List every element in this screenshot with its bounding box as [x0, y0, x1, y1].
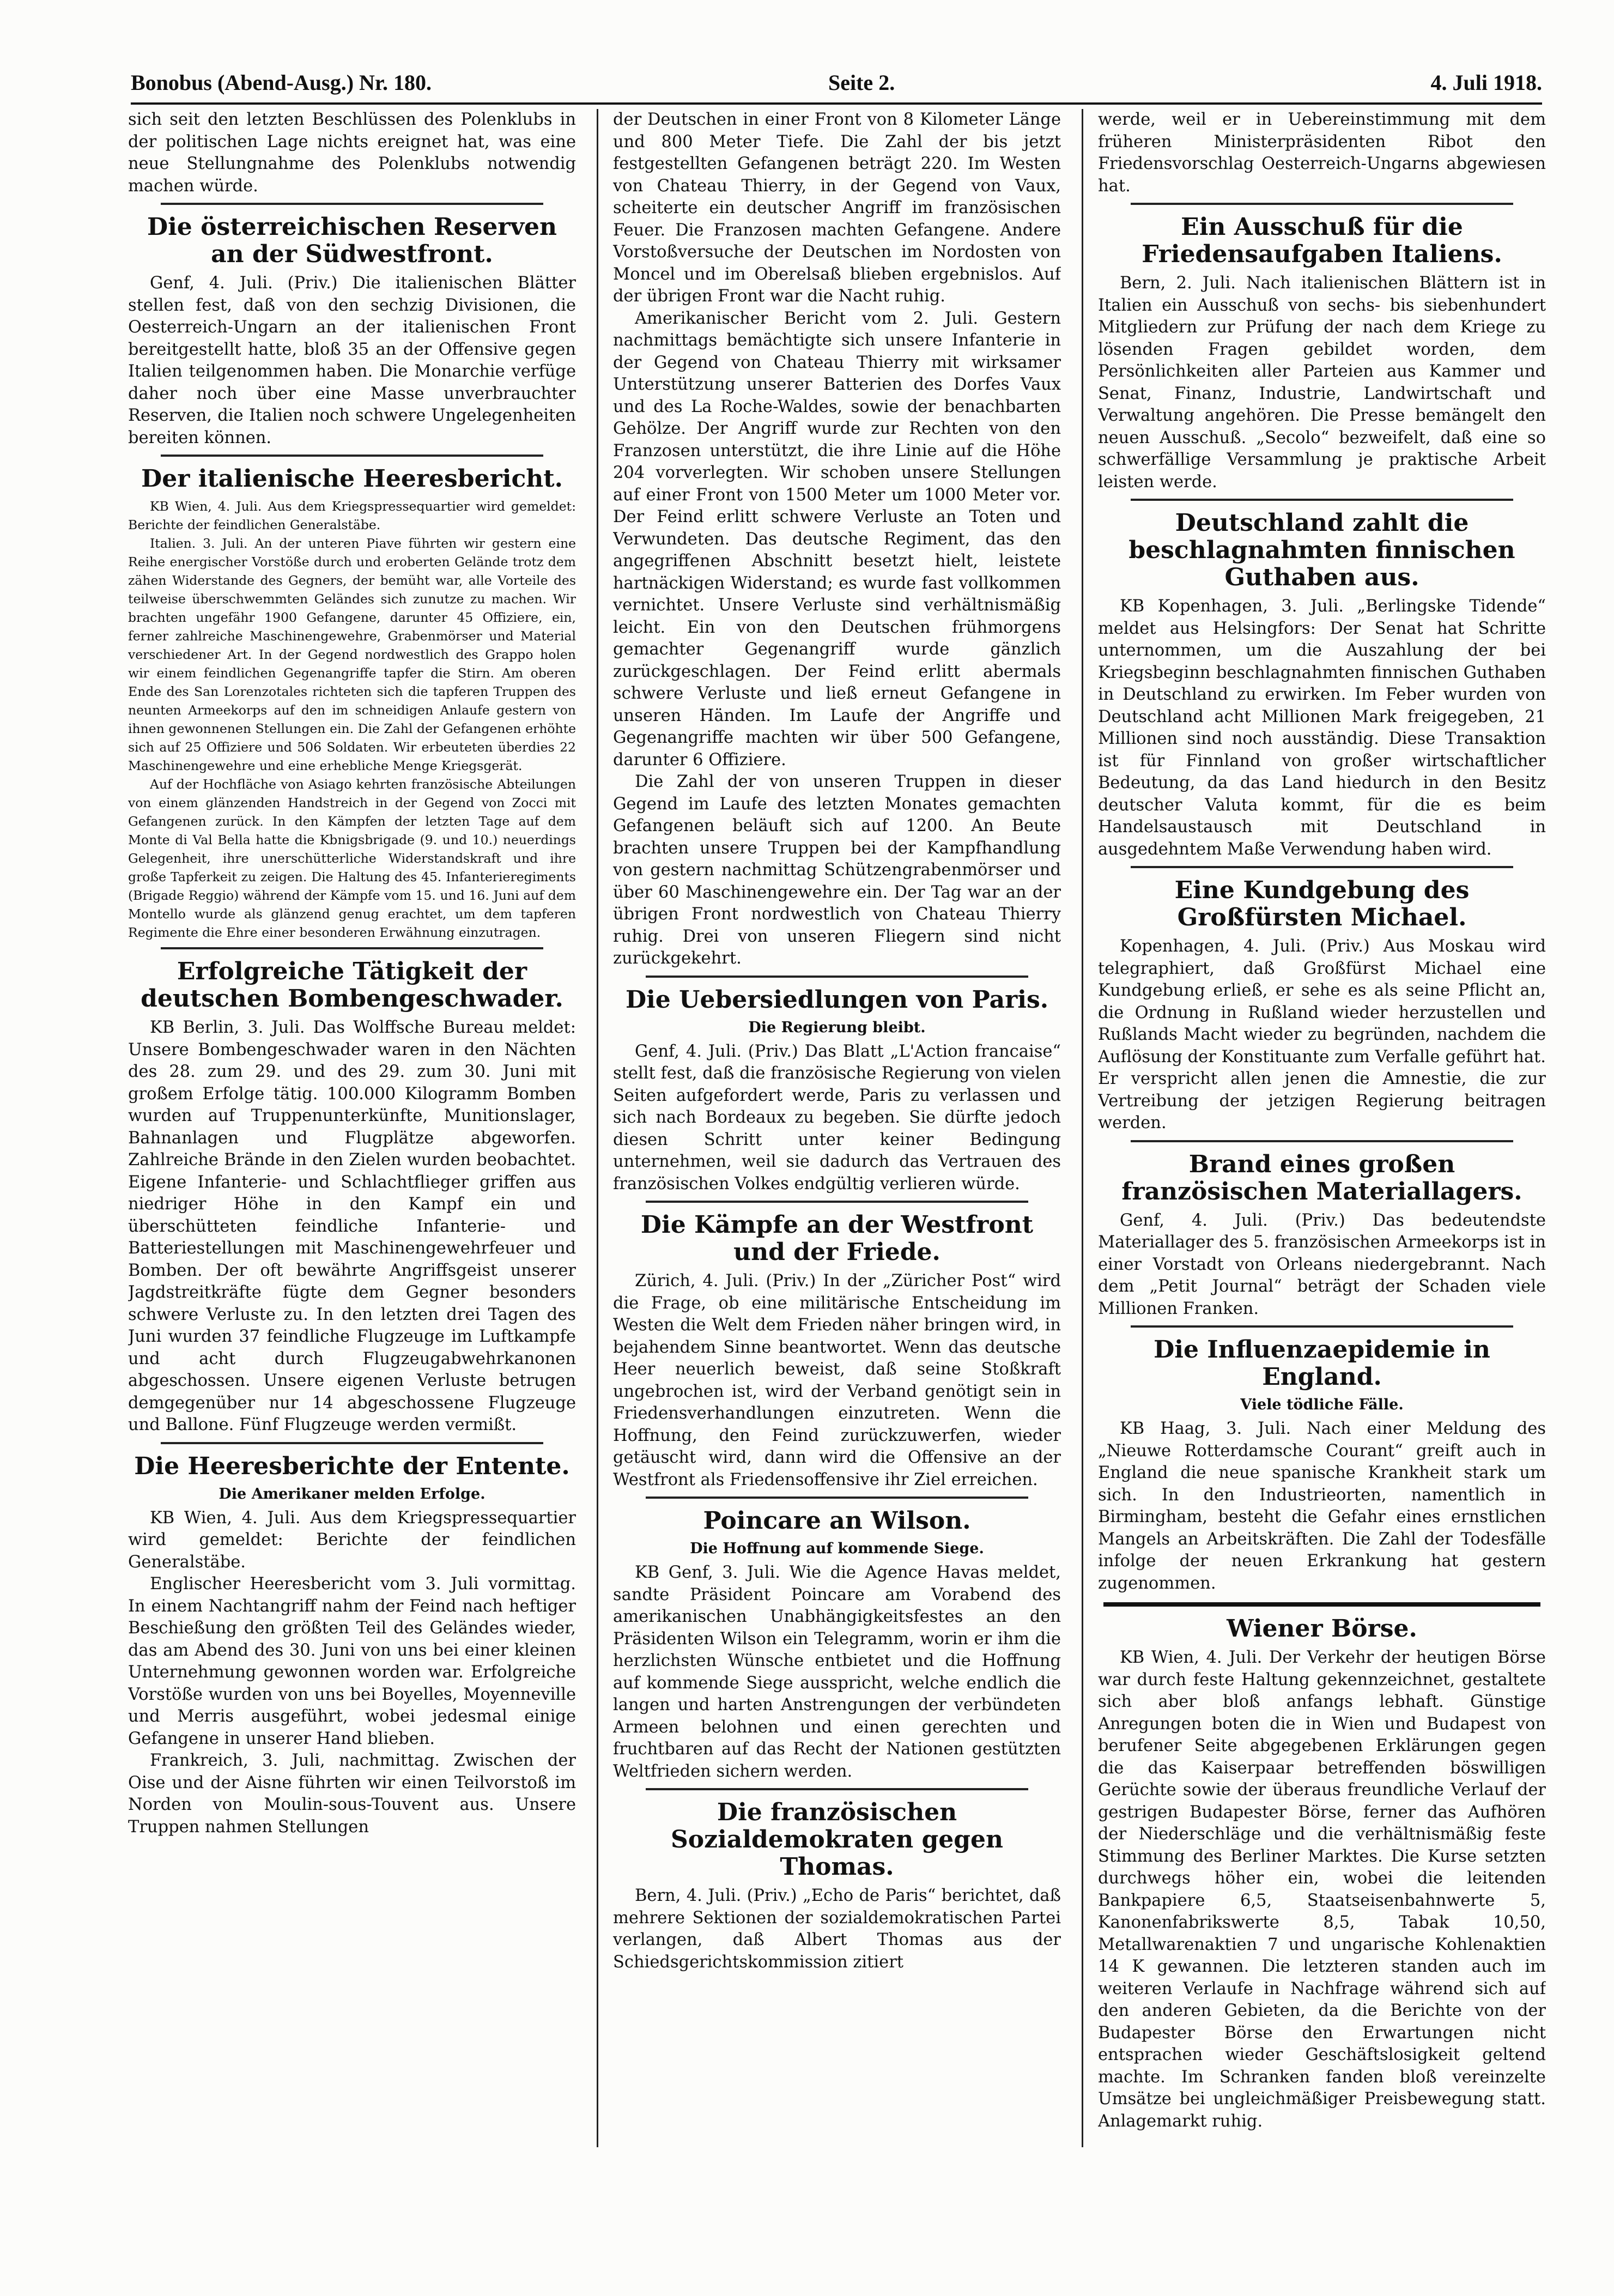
- column-divider: [1082, 109, 1083, 2147]
- article-divider: [1131, 499, 1513, 501]
- page-number: Seite 2.: [828, 70, 895, 95]
- article-body: KB Wien, 4. Juli. Der Verkehr der heutigen Börse war durch feste Haltung gekennzeichnet, gestaltete sich aber bloß anfangs lebhaft. Günstige Anregungen boten die in Wien und Budapest von berufener Seite abgegebenen Erklärungen gegen die das Kaiserpaar betreffenden böswilligen Gerüchte sowie der überaus freundliche Verlauf der gestrigen Budapester Börse, ferner das Aufhören der Niederschläge und die verhältnismäßig feste Stimmung des Berliner Marktes. Die Kurse setzten durchwegs höher ein, wobei die leitenden Bankpapiere 6,5, Staatseisenbahnwerte 5, Kanonenfabrikswerte 8,5, Tabak 10,50, Metallwarenaktien 7 und ungarische Kohlenaktien 14 K gewannen. Die letzteren standen auch im weiteren Verlaufe in Nachfrage während sich auf den anderen Gebieten, da die Berichte von der Budapester Börse den Erwartungen nicht entsprachen wieder Geschäftslosigkeit geltend machte. Im Schranken fanden bloß vereinzelte Umsätze bei ungleichmäßiger Preisbewegung statt. Anlagemarkt ruhig.: [1098, 1648, 1546, 2131]
- article-divider: [1131, 1325, 1513, 1328]
- subheadline: Die Amerikaner melden Erfolge.: [219, 1485, 486, 1503]
- article-intro: KB Wien, 4. Juli. Aus dem Kriegspressequartier wird gemeldet: Berichte der feindlichen Generalstäbe.: [128, 1508, 576, 1572]
- article-intro: KB Wien, 4. Juli. Aus dem Kriegspressequartier wird gemeldet: Berichte der feindlichen Generalstäbe.: [128, 499, 576, 532]
- article-body: Kopenhagen, 4. Juli. (Priv.) Aus Moskau wird telegraphiert, daß Großfürst Michael eine Kundgebung erließ, er sehe es als seine Pflicht an, die Ordnung in Rußland wieder herzustellen und Rußlands Macht wieder zu begründen, nachdem die Auflösung der Konstituante zum Verfalle geführt hat. Er verspricht allen jenen die Amnestie, die zur Vertreibung der jetzigen Regierung beitragen werden.: [1098, 937, 1546, 1132]
- article-divider: [161, 203, 543, 205]
- article-divider: [646, 976, 1028, 978]
- headline-western-front-peace: Die Kämpfe an der Westfront und der Friede.: [640, 1211, 1034, 1266]
- article-divider: [646, 1201, 1028, 1203]
- article-body: KB Genf, 3. Juli. Wie die Agence Havas meldet, sandte Präsident Poincare am Vorabend des amerikanischen Unabhängigkeitsfestes an den Präsidenten Wilson ein Telegramm, worin er ihm die herzlichsten Wünsche entbietet und die Hoffnung auf kommende Siege ausspricht, welche endlich die langen und harten Anstrengungen der verbündeten Armeen belohnen und einen gerechten und fruchtbaren auf das Recht der Nationen gestützten Weltfrieden sichern werden.: [613, 1563, 1061, 1781]
- headline-grand-duke-michael: Eine Kundgebung des Großfürsten Michael.: [1174, 876, 1470, 931]
- article-divider: [1131, 203, 1513, 205]
- article-body: Auf der Hochfläche von Asiago kehrten französische Abteilungen von einem glänzenden Handstreich in der Gegend von Zocci mit Gefangenen zurück. In den Kämpfen der letzten Tage auf dem Monte di Val Bella hatte die Kbnigsbrigade (9. und 10.) neuerdings Gelegenheit, ihre unerschütterliche Widerstandskraft und ihre große Tapferkeit zu zeigen. Die Haltung des 45. Infanterieregiments (Brigade Reggio) während der Kämpfe vom 15. und 16. Juni auf dem Montello wurde als glänzend genug erachtet, um dem tapferen Regimente die Ehre einer besonderen Erwähnung einzutragen.: [128, 777, 576, 940]
- article-body: KB Haag, 3. Juli. Nach einer Meldung des „Nieuwe Rotterdamsche Courant“ greift auch in England die neue spanische Krankheit stark um sich. In den Industrieorten, namentlich in Birmingham, besteht die Gefahr eines ernstlichen Mangels an Arbeitskräften. Die Zahl der Todesfälle infolge der neuen Erkrankung hat gestern zugenommen.: [1098, 1419, 1546, 1593]
- headline-entente-reports: Die Heeresberichte der Entente.: [134, 1452, 570, 1480]
- article-body: Die Zahl der von unseren Truppen in dieser Gegend im Laufe des letzten Monates gemachten Gefangenen beläuft sich auf 1200. An Beute brachten unsere Truppen bei der Kampfhandlung von gestern nachmittag Schützengrabenmörser und über 60 Maschinengewehre ein. Der Tag war an der übrigen Front nordwestlich von Chateau Thierry ruhig. Drei von unseren Fliegern sind nicht zurückgekehrt.: [613, 772, 1061, 968]
- article-divider: [1131, 1140, 1513, 1142]
- section-divider: [1103, 1602, 1540, 1607]
- headline-poincare-wilson: Poincare an Wilson.: [703, 1507, 971, 1535]
- issue-label: Bonobus (Abend-Ausg.) Nr. 180.: [131, 70, 432, 95]
- article-body: KB Kopenhagen, 3. Juli. „Berlingske Tidende“ meldet aus Helsingfors: Der Senat hat Schritte unternommen, um die Auszahlung der bei Kriegsbeginn beschlagnahmten finnischen Guthaben in Deutschland zu erwirken. Im Feber wurden von Deutschland acht Millionen Mark freigegeben, 21 Millionen sind noch ausständig. Diese Transaktion ist für Finnland von großer wirtschaftlicher Bedeutung, da das Land hiedurch in den Besitz deutscher Valuta kommt, für die es beim Handelsaustausch mit Deutschland in ausgedehntem Maße Verwendung haben wird.: [1098, 597, 1546, 859]
- article-continuation: sich seit den letzten Beschlüssen des Polenklubs in der politischen Lage nichts ereignet hat, was eine neue Stellungnahme des Polenklubs notwendig machen würde.: [128, 110, 576, 196]
- headline-italy-committee: Ein Ausschuß für die Friedensaufgaben Italiens.: [1142, 213, 1502, 268]
- article-body: Bern, 2. Juli. Nach italienischen Blättern ist in Italien ein Ausschuß von sechs- bis siebenhundert Mitgliedern zur Prüfung der nach dem Kriege zu lösenden Fragen gebildet worden, dem Persönlichkeiten aller Parteien aus Kammer und Senat, Finanz, Industrie, Landwirtschaft und Verwaltung angehören. Die Presse bemängelt den neuen Ausschuß. „Secolo“ bezweifelt, daß eine so schwerfällige Versammlung je praktische Arbeit leisten werde.: [1098, 274, 1546, 492]
- article-continuation: werde, weil er in Uebereinstimmung mit dem früheren Ministerpräsidenten Ribot den Friedensvorschlag Oesterreich-Ungarns abgewiesen hat.: [1098, 110, 1546, 196]
- article-divider: [646, 1497, 1028, 1499]
- headline-influenza-england: Die Influenzaepidemie in England.: [1154, 1336, 1490, 1391]
- headline-finnish-assets: Deutschland zahlt die beschlagnahmten finnischen Guthaben aus.: [1128, 509, 1515, 591]
- article-divider: [1131, 866, 1513, 868]
- headline-italian-report: Der italienische Heeresbericht.: [141, 465, 563, 493]
- headline-depot-fire: Brand eines großen französischen Materiallagers.: [1121, 1150, 1522, 1205]
- column-2: [613, 109, 1061, 2147]
- article-body: Zürich, 4. Juli. (Priv.) In der „Züricher Post“ wird die Frage, ob eine militärische Entscheidung im Westen die Welt dem Frieden näher bringen wird, in bejahendem Sinne beantwortet. Wenn das deutsche Heer neuerlich beweist, daß seine Stoßkraft ungebrochen ist, wird der Verband genötigt sein in Friedensverhandlungen einzutreten. Wenn die Hoffnung, den Feind zurückzuwerfen, wieder getäuscht wird, dann wird die Offensive an der Westfront als Friedensoffensive ihr Ziel erreichen.: [613, 1271, 1061, 1489]
- article-body: Englischer Heeresbericht vom 3. Juli vormittag. In einem Nachtangriff nahm der Feind nach heftiger Beschießung den größten Teil des Geländes wieder, das am Abend des 30. Juni von uns bei einer kleinen Unternehmung gewonnen worden war. Erfolgreiche Vorstöße wurden von uns bei Boyelles, Moyenneville und Merris ausgeführt, wobei jedesmal einige Gefangene in unserer Hand blieben.: [128, 1574, 576, 1748]
- article-divider: [161, 947, 543, 949]
- article-body: Genf, 4. Juli. (Priv.) Das bedeutendste Materiallager des 5. französischen Armeekorps ist in einer Vorstadt von Orleans niedergebrannt. Nach dem „Petit Journal“ beträgt der Schaden viele Millionen Franken.: [1098, 1210, 1546, 1318]
- article-body: KB Berlin, 3. Juli. Das Wolffsche Bureau meldet: Unsere Bombengeschwader waren in den Nächten des 28. zum 29. und des 29. zum 30. Juni mit großem Erfolge tätig. 100.000 Kilogramm Bomben wurden auf Truppenunterkünfte, Munitionslager, Bahnanlagen und Flugplätze abgeworfen. Zahlreiche Brände in den Zielen wurden beobachtet. Eigene Infanterie- und Schlachtflieger griffen aus niedriger Höhe in den Kampf ein und überschütteten feindliche Infanterie- und Batteriestellungen mit Maschinengewehrfeuer und Bomben. Der oft bewährte Angriffsgeist unserer Jagdstreitkräfte fügte dem Gegner besonders schwere Verluste zu. In den letzten drei Tagen des Juni wurden 37 feindliche Flugzeuge im Luftkampfe und acht durch Flugzeugabwehrkanonen abgeschossen. Unsere eigenen Verluste betrugen demgegenüber nur 14 abgeschossene Flugzeuge und Ballone. Fünf Flugzeuge werden vermißt.: [128, 1018, 576, 1434]
- subheadline: Die Regierung bleibt.: [748, 1019, 926, 1036]
- article-divider: [161, 455, 543, 457]
- page-header: [131, 70, 1542, 102]
- headline-paris-relocation: Die Uebersiedlungen von Paris.: [625, 985, 1049, 1014]
- headline-austrian-reserves: Die österreichischen Reserven an der Südwestfront.: [147, 213, 557, 268]
- article-body: Italien. 3. Juli. An der unteren Piave führten wir gestern eine Reihe energischer Vorstöße durch und eroberten Gelände trotz dem zähen Widerstande des Gegners, der bemüht war, alle Vorteile des teilweise überschwemmten Geländes sich zunutze zu machen. Wir brachten ungefähr 1900 Gefangene, darunter 45 Offiziere, ein, ferner zahlreiche Maschinengewehre, Grabenmörser und Material verschiedener Art. In der Gegend nordwestlich des Grappo holen wir einem feindlichen Gegenangriffe tapfer die Stirn. Am oberen Ende des San Lorenzotales richteten sich die tapferen Truppen des neunten Armeekorps auf den im schneidigen Anlaufe gestern von ihnen gewonnenen Stellungen ein. Die Zahl der Gefangenen erhöhte sich auf 25 Offiziere und 506 Soldaten. Wir erbeuteten überdies 22 Maschinengewehre und eine erhebliche Menge Kriegsgerät.: [128, 536, 576, 773]
- subheadline: Die Hoffnung auf kommende Siege.: [690, 1540, 984, 1557]
- column-3: [1098, 109, 1546, 2147]
- article-divider: [646, 1788, 1028, 1790]
- column-1: [128, 109, 576, 2147]
- article-body: Amerikanischer Bericht vom 2. Juli. Gestern nachmittags bemächtigte sich unsere Infanterie in der Gegend von Chateau Thierry mit wirksamer Unterstützung unserer Batterien des Dorfes Vaux und des La Roche-Waldes, sowie der benachbarten Gehölze. Der Angriff wurde zur Rechten von den Franzosen unterstützt, die ihre Linie auf die Höhe 204 vorverlegten. Wir schoben unsere Stellungen auf einer Front von 1500 Meter um 1000 Meter vor. Der Feind erlitt schwere Verluste an Toten und Verwundeten. Das deutsche Regiment, das den angegriffenen Abschnitt besetzt hielt, leistete hartnäckigen Widerstand; es wurde fast vollkommen vernichtet. Unsere Verluste sind verhältnismäßig leicht. Ein von den Deutschen frühmorgens gemachter Gegenangriff wurde gänzlich zurückgeschlagen. Der Feind erlitt abermals schwere Verluste und ließ erneut Gefangene in unseren Händen. Im Laufe der Angriffe und Gegenangriffe machten wir über 500 Gefangene, darunter 6 Offiziere.: [613, 308, 1061, 770]
- article-body: Genf, 4. Juli. (Priv.) Die italienischen Blätter stellen fest, daß von den sechzig Divisionen, die Oesterreich-Ungarn an der italienischen Front bereitgestellt hatte, bloß 35 an der Offensive gegen Italien teilgenommen haben. Die Monarchie verfüge daher noch über eine Masse unverbrauchter Reserven, die Italien noch schwere Ungelegenheiten bereiten können.: [128, 274, 576, 447]
- subheadline: Viele tödliche Fälle.: [1240, 1396, 1404, 1413]
- column-divider: [597, 109, 598, 2147]
- article-continuation: der Deutschen in einer Front von 8 Kilometer Länge und 800 Meter Tiefe. Die Zahl der bis jetzt festgestellten Gefangenen beträgt 220. Im Westen von Chateau Thierry, in der Gegend von Vaux, scheiterte ein deutscher Angriff im französischen Feuer. Die Franzosen machten Gefangene. Andere Vorstoßversuche der Deutschen im Nordosten von Moncel und im Oberelsaß blieben ergebnislos. Auf der übrigen Front war die Nacht ruhig.: [613, 110, 1061, 306]
- article-body: Bern, 4. Juli. (Priv.) „Echo de Paris“ berichtet, daß mehrere Sektionen der sozialdemokratischen Partei verlangen, daß Albert Thomas aus der Schiedsgerichtskommission zitiert: [613, 1886, 1061, 1972]
- header-rule: [131, 102, 1542, 105]
- article-body: Genf, 4. Juli. (Priv.) Das Blatt „L'Action francaise“ stellt fest, daß die französische Regierung von vielen Seiten aufgefordert werde, Paris zu verlassen und sich nach Bordeaux zu begeben. Sie dürfte jedoch diesen Schritt unter keiner Bedingung unternehmen, weil sie dadurch das Vertrauen des französischen Volkes endgültig verlieren würde.: [613, 1041, 1061, 1194]
- headline-french-socialists: Die französischen Sozialdemokraten gegen Thomas.: [670, 1798, 1004, 1881]
- issue-date: 4. Juli 1918.: [1430, 70, 1542, 95]
- headline-vienna-exchange: Wiener Börse.: [1227, 1615, 1417, 1643]
- article-body: Frankreich, 3. Juli, nachmittag. Zwischen der Oise und der Aisne führten wir einen Teilvorstoß im Norden von Moulin-sous-Touvent aus. Unsere Truppen nahmen Stellungen: [128, 1751, 576, 1837]
- article-divider: [161, 1442, 543, 1444]
- headline-bomber-squadrons: Erfolgreiche Tätigkeit der deutschen Bombengeschwader.: [141, 958, 563, 1013]
